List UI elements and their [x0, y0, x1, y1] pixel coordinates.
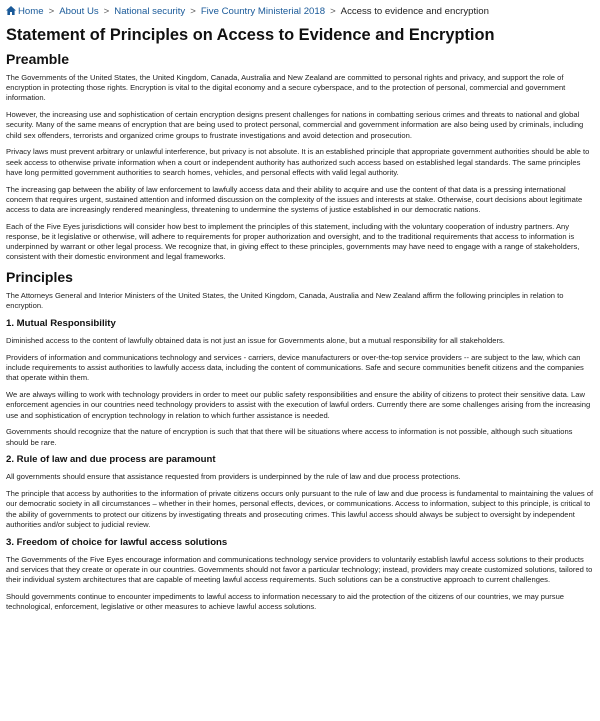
preamble-paragraph: Each of the Five Eyes jurisdictions will consider how best to implement the principles of this statement, including with the voluntary cooperation of industry partners. Any response, be it legislative or otherwise, will adhere to requirements for proper authorization and oversight, and to the traditional requirements that access to information is underpinned by warrant or other legal process. We recognize that, in giving effect to these principles, governments may have need to engage with a range of stakeholders, consistent with their domestic environment and legal frameworks. [6, 221, 580, 262]
home-icon [6, 6, 16, 15]
section-paragraph: The Governments of the Five Eyes encourage information and communications technology service providers to voluntarily establish lawful access solutions to their products and services that they create or operate in our countries. Governments should not favor a particular technology; instead, providers may create customized solutions, tailored to their individual system architectures that are capable of meeting lawful access requirements. Such solutions can be a constructive approach to current challenges. [6, 554, 593, 585]
section-heading-freedom-of-choice: 3. Freedom of choice for lawful access solutions [6, 536, 228, 548]
principles-heading: Principles [6, 269, 73, 286]
preamble-paragraph: The increasing gap between the ability of law enforcement to lawfully access data and their ability to acquire and use the content of that data is a pressing international concern that requires urgent, sustained attention and informed discussion on the complexity of the issues and interests at stake. Otherwise, court decisions about legitimate access to data are increasingly rendered meaningless, threatening to undermine the systems of justice established in our democratic nations. [6, 184, 583, 215]
section-paragraph: All governments should ensure that assistance requested from providers is underpinned by the rule of law and due process protections. [6, 472, 461, 482]
breadcrumb-link-home[interactable]: Home [18, 6, 44, 17]
breadcrumb-separator: > [190, 6, 196, 17]
section-paragraph: Should governments continue to encounter impediments to lawful access to information necessary to aid the protection of the citizens of our countries, we may pursue technological, enforcement, legislative or other measures to achieve lawful access solutions. [6, 591, 565, 612]
page-title: Statement of Principles on Access to Evidence and Encryption [6, 26, 495, 44]
preamble-heading: Preamble [6, 51, 70, 67]
preamble-paragraph: Privacy laws must prevent arbitrary or unlawful interference, but privacy is not absolute. It is an established principle that appropriate government authorities should be able to seek access to otherwise private information when a court or independent authority has authorized such access based on established legal standards. The same principles have long permitted government authorities to search homes, vehicles, and personal effects with valid legal authority. [6, 147, 590, 177]
breadcrumb-separator: > [103, 6, 110, 17]
section-heading-rule-of-law: 2. Rule of law and due process are paramount [6, 454, 216, 466]
breadcrumb [6, 6, 594, 18]
preamble-paragraph: The Governments of the United States, the United Kingdom, Canada, Australia and New Zealand are committed to personal rights and privacy, and support the role of encryption in protecting those rights. Encryption is vital to the digital economy and a secure cyberspace, and to the protection of personal, commercial and government information. [6, 73, 566, 103]
section-paragraph: We are always willing to work with technology providers in order to meet our public safety responsibilities and ensure the ability of citizens to protect their sensitive data. Law enforcement agencies in our countries need technology providers to assist with the execution of lawful orders. Currently there are some challenges arising from the increasing use and sophistication of encryption technology in relation to which further assistance is needed. [6, 390, 591, 420]
section-paragraph: The principle that access by authorities to the information of private citizens occurs only pursuant to the rule of law and due process is fundamental to maintaining the values of our democratic society in all circumstances – whether in their homes, personal effects, devices, or communications. Access to information, subject to this principle, is critical to the ability of governments to protect our citizens by investigating threats and prosecuting crimes. This lawful access should always be subject to oversight by independent authorities and/or subject to judicial review. [6, 489, 594, 529]
breadcrumb-link-five-country-ministerial[interactable]: Five Country Ministerial 2018 [200, 6, 326, 17]
section-paragraph: Diminished access to the content of lawfully obtained data is not just an issue for Governments alone, but a mutual responsibility for all stakeholders. [6, 336, 505, 346]
breadcrumb-separator: > [48, 6, 55, 17]
breadcrumb-current: Access to evidence and encryption [340, 6, 489, 17]
section-paragraph: Providers of information and communications technology and services - carriers, device manufacturers or over-the-top service providers -- are subject to the law, which can include requirements to assist authorities to lawfully access data, including the content of communications. Safe and secure communities benefit citizens and the companies that operate within them. [6, 353, 584, 383]
section-paragraph: Governments should recognize that the nature of encryption is such that that there will be situations where access to information is not possible, although such situations should be rare. [6, 427, 573, 447]
breadcrumb-separator: > [330, 6, 336, 17]
principles-intro: The Attorneys General and Interior Ministers of the United States, the United Kingdom, Canada, Australia and New Zealand affirm the following principles in relation to encryption. [6, 291, 564, 311]
breadcrumb-link-about-us[interactable]: About Us [59, 6, 99, 17]
breadcrumb-link-national-security[interactable]: National security [114, 6, 186, 17]
preamble-paragraph: However, the increasing use and sophistication of certain encryption designs present challenges for nations in combatting serious crimes and threats to national and global security. Many of the same means of encryption that are being used to protect personal, commercial and government information are also being used by criminals, including child sex offenders, terrorists and organized crime groups to frustrate investigations and avoid detection and prosecution. [6, 110, 584, 140]
section-heading-mutual-responsibility: 1. Mutual Responsibility [6, 318, 116, 330]
